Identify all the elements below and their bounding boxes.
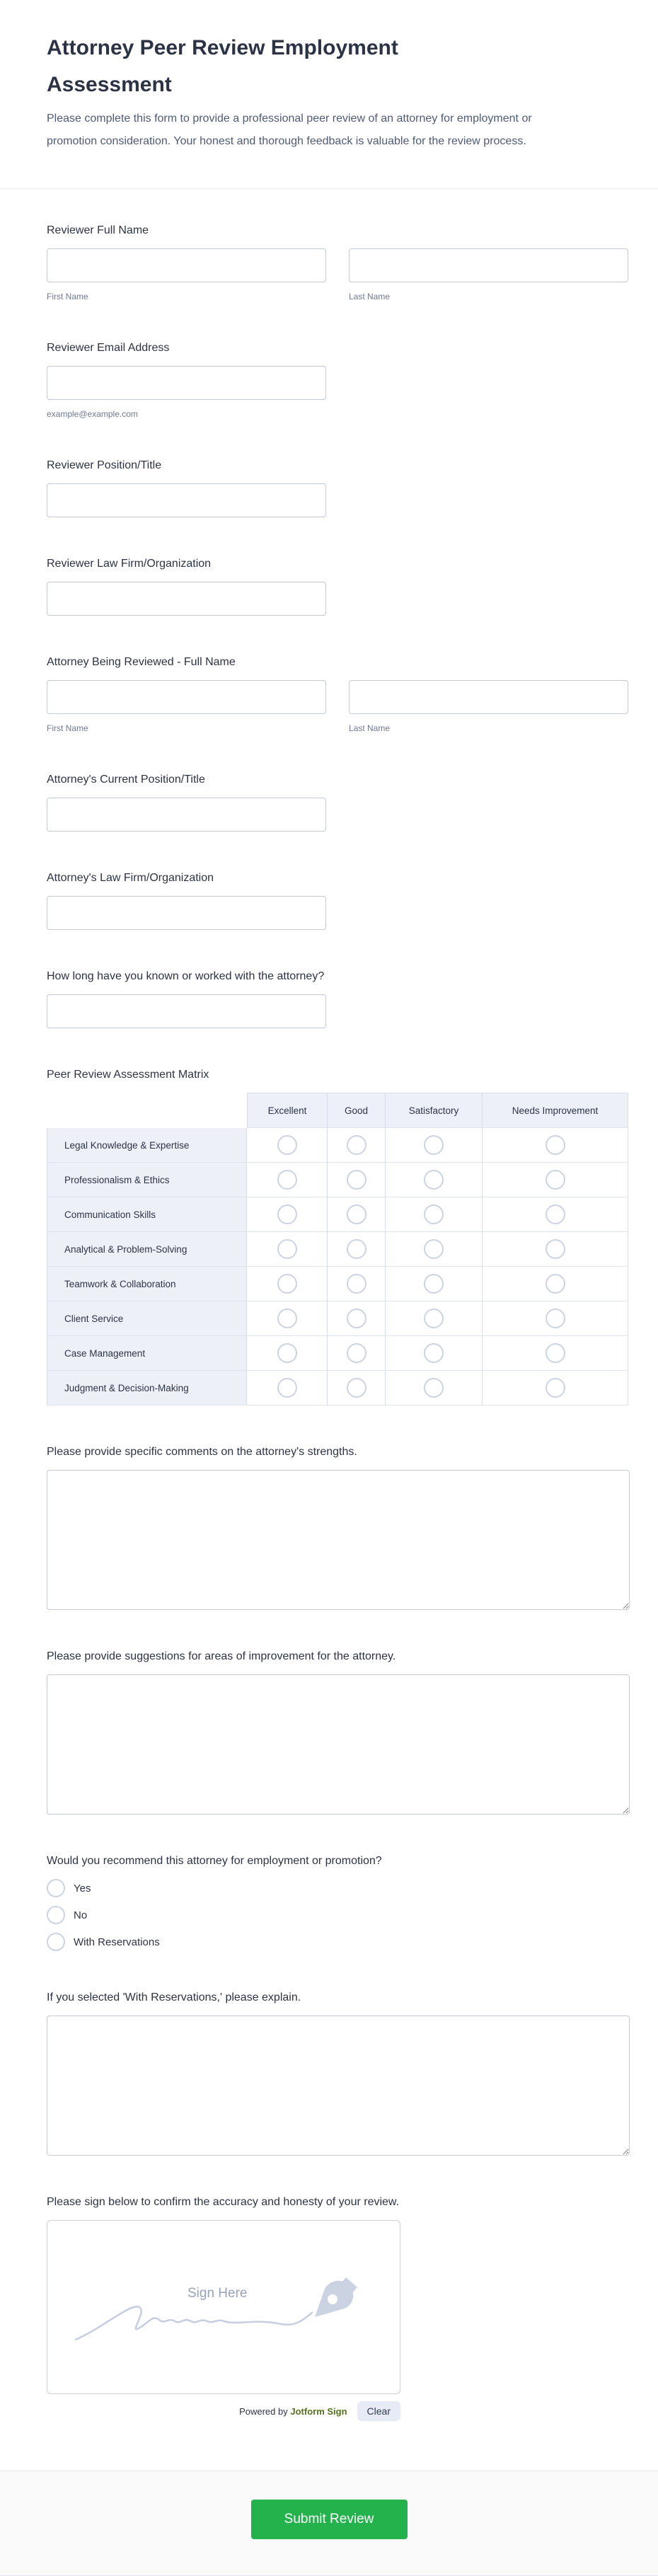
- question-label: How long have you known or worked with the attorney?: [47, 970, 325, 982]
- question-attorney-full-name: [47, 656, 630, 733]
- matrix-cell: [386, 1267, 483, 1301]
- matrix-cell: [247, 1128, 328, 1163]
- matrix-cell: [386, 1197, 483, 1232]
- matrix-cell: [328, 1197, 386, 1232]
- question-assessment-matrix: [47, 1069, 630, 1405]
- question-label: Reviewer Position/Title: [47, 459, 162, 471]
- matrix-radio[interactable]: [424, 1135, 444, 1155]
- matrix-cell: [386, 1301, 483, 1336]
- first-name-sublabel: First Name: [47, 723, 88, 733]
- reviewer-position-input[interactable]: [47, 483, 326, 517]
- assessment-matrix-table: [47, 1093, 628, 1405]
- signature-squiggle-and-pen-icon: [47, 2221, 400, 2393]
- question-label: Attorney's Law Firm/Organization: [47, 872, 214, 884]
- matrix-cell: [247, 1371, 328, 1405]
- form-body: [0, 189, 658, 2471]
- question-attorney-firm: [47, 872, 630, 930]
- question-recommend: [47, 1855, 630, 1951]
- question-attorney-position: [47, 774, 630, 832]
- matrix-radio[interactable]: [347, 1343, 366, 1363]
- matrix-cell: [328, 1371, 386, 1405]
- matrix-cell: [483, 1128, 628, 1163]
- attorney-last-name-input[interactable]: [349, 680, 628, 714]
- matrix-radio[interactable]: [424, 1274, 444, 1294]
- matrix-cell: [483, 1336, 628, 1371]
- matrix-cell: [483, 1371, 628, 1405]
- matrix-row-label: Communication Skills: [47, 1197, 247, 1232]
- question-improvement: [47, 1650, 630, 1815]
- question-label: Please provide suggestions for areas of improvement for the attorney.: [47, 1650, 396, 1662]
- question-reservations-explain: [47, 1991, 630, 2156]
- matrix-radio[interactable]: [277, 1309, 297, 1328]
- radio-option-label: With Reservations: [74, 1936, 160, 1948]
- question-label: Reviewer Email Address: [47, 342, 170, 354]
- matrix-radio[interactable]: [424, 1239, 444, 1259]
- form-description: Please complete this form to provide a professional peer review of an attorney for employment or promotion consideration. Your honest and thorough feedback is valuable for the review process.: [47, 113, 532, 147]
- radio-button-icon[interactable]: [47, 1906, 65, 1924]
- question-label: Peer Review Assessment Matrix: [47, 1069, 209, 1081]
- page-title: Attorney Peer Review Employment Assessment: [47, 36, 398, 96]
- form-header: [0, 0, 658, 189]
- matrix-row-label: Teamwork & Collaboration: [47, 1267, 247, 1301]
- attorney-firm-input[interactable]: [47, 896, 326, 930]
- matrix-cell: [247, 1163, 328, 1197]
- strengths-textarea[interactable]: [47, 1470, 630, 1610]
- email-example-sublabel: example@example.com: [47, 409, 138, 419]
- matrix-radio[interactable]: [347, 1239, 366, 1259]
- radio-option-with-reservations[interactable]: [47, 1933, 630, 1951]
- matrix-cell: [483, 1267, 628, 1301]
- matrix-row-label: Professionalism & Ethics: [47, 1163, 247, 1197]
- matrix-cell: [328, 1128, 386, 1163]
- powered-by-label: Powered by: [239, 2405, 288, 2417]
- matrix-radio[interactable]: [546, 1170, 565, 1190]
- radio-option-label: Yes: [74, 1882, 91, 1894]
- matrix-cell: [483, 1163, 628, 1197]
- matrix-cell: [386, 1232, 483, 1267]
- question-label: Would you recommend this attorney for employment or promotion?: [47, 1855, 382, 1867]
- matrix-cell: [386, 1163, 483, 1197]
- question-label: Please provide specific comments on the attorney's strengths.: [47, 1446, 357, 1458]
- question-label: Attorney's Current Position/Title: [47, 774, 205, 786]
- matrix-row-label: Case Management: [47, 1336, 247, 1371]
- form-footer: [0, 2471, 658, 2576]
- signature-pad[interactable]: [47, 2220, 400, 2394]
- clear-signature-button[interactable]: Clear: [357, 2401, 400, 2421]
- matrix-col-header-needs-improvement: Needs Improvement: [483, 1093, 628, 1128]
- matrix-col-header-excellent: Excellent: [247, 1093, 328, 1128]
- matrix-corner-cell: [47, 1093, 247, 1128]
- jotform-sign-brand: Jotform Sign: [290, 2405, 347, 2417]
- matrix-cell: [328, 1232, 386, 1267]
- matrix-radio[interactable]: [546, 1239, 565, 1259]
- attorney-position-input[interactable]: [47, 798, 326, 832]
- matrix-radio[interactable]: [546, 1309, 565, 1328]
- matrix-radio[interactable]: [424, 1204, 444, 1224]
- matrix-radio[interactable]: [546, 1135, 565, 1155]
- matrix-radio[interactable]: [424, 1343, 444, 1363]
- recommend-options: [47, 1879, 630, 1951]
- matrix-row-label: Client Service: [47, 1301, 247, 1336]
- matrix-cell: [328, 1267, 386, 1301]
- matrix-row-label: Legal Knowledge & Expertise: [47, 1128, 247, 1163]
- matrix-col-header-good: Good: [328, 1093, 386, 1128]
- matrix-radio[interactable]: [546, 1274, 565, 1294]
- reservations-textarea[interactable]: [47, 2016, 630, 2156]
- matrix-radio[interactable]: [347, 1170, 366, 1190]
- submit-review-button[interactable]: Submit Review: [251, 2500, 408, 2539]
- question-label: Please sign below to confirm the accuracy and honesty of your review.: [47, 2196, 400, 2208]
- matrix-radio[interactable]: [424, 1170, 444, 1190]
- matrix-cell: [247, 1197, 328, 1232]
- matrix-radio[interactable]: [277, 1204, 297, 1224]
- question-reviewer-full-name: [47, 224, 630, 301]
- question-signature: [47, 2196, 630, 2421]
- last-name-sublabel: Last Name: [349, 292, 391, 301]
- known-duration-input[interactable]: [47, 994, 326, 1028]
- signature-footer: [47, 2401, 400, 2421]
- matrix-radio[interactable]: [347, 1274, 366, 1294]
- reviewer-last-name-input[interactable]: [349, 248, 628, 282]
- matrix-col-header-satisfactory: Satisfactory: [386, 1093, 483, 1128]
- reviewer-firm-input[interactable]: [47, 582, 326, 616]
- matrix-radio[interactable]: [347, 1378, 366, 1398]
- improvement-textarea[interactable]: [47, 1674, 630, 1815]
- matrix-row-label: Analytical & Problem-Solving: [47, 1232, 247, 1267]
- matrix-cell: [483, 1232, 628, 1267]
- sign-here-placeholder: Sign Here: [187, 2286, 248, 2301]
- matrix-cell: [247, 1232, 328, 1267]
- matrix-radio[interactable]: [277, 1135, 297, 1155]
- question-strengths: [47, 1446, 630, 1610]
- question-reviewer-position: [47, 459, 630, 517]
- matrix-cell: [247, 1301, 328, 1336]
- radio-option-no[interactable]: [47, 1906, 630, 1924]
- matrix-radio[interactable]: [277, 1274, 297, 1294]
- matrix-radio[interactable]: [277, 1170, 297, 1190]
- question-label: Attorney Being Reviewed - Full Name: [47, 656, 236, 668]
- matrix-cell: [328, 1301, 386, 1336]
- matrix-cell: [386, 1128, 483, 1163]
- matrix-cell: [386, 1371, 483, 1405]
- radio-option-label: No: [74, 1909, 88, 1921]
- last-name-sublabel: Last Name: [349, 723, 391, 733]
- question-reviewer-firm: [47, 558, 630, 616]
- question-known-duration: [47, 970, 630, 1028]
- matrix-cell: [247, 1336, 328, 1371]
- matrix-radio[interactable]: [277, 1343, 297, 1363]
- matrix-cell: [328, 1163, 386, 1197]
- matrix-cell: [328, 1336, 386, 1371]
- radio-button-icon[interactable]: [47, 1879, 65, 1897]
- matrix-cell: [483, 1301, 628, 1336]
- matrix-radio[interactable]: [424, 1309, 444, 1328]
- question-label: Reviewer Law Firm/Organization: [47, 558, 212, 570]
- matrix-cell: [247, 1267, 328, 1301]
- matrix-cell: [386, 1336, 483, 1371]
- radio-button-icon[interactable]: [47, 1933, 65, 1951]
- question-label: If you selected 'With Reservations,' please explain.: [47, 1991, 301, 2003]
- powered-by-text: [239, 2406, 347, 2417]
- matrix-radio[interactable]: [347, 1204, 366, 1224]
- matrix-radio[interactable]: [546, 1204, 565, 1224]
- matrix-cell: [483, 1197, 628, 1232]
- question-reviewer-email: [47, 342, 630, 419]
- question-label: Reviewer Full Name: [47, 224, 149, 236]
- reviewer-email-input[interactable]: [47, 366, 326, 400]
- matrix-radio[interactable]: [546, 1343, 565, 1363]
- reviewer-first-name-input[interactable]: [47, 248, 326, 282]
- first-name-sublabel: First Name: [47, 292, 88, 301]
- matrix-radio[interactable]: [347, 1309, 366, 1328]
- matrix-radio[interactable]: [347, 1135, 366, 1155]
- attorney-first-name-input[interactable]: [47, 680, 326, 714]
- matrix-row-label: Judgment & Decision-Making: [47, 1371, 247, 1405]
- matrix-radio[interactable]: [277, 1378, 297, 1398]
- matrix-radio[interactable]: [546, 1378, 565, 1398]
- matrix-radio[interactable]: [277, 1239, 297, 1259]
- radio-option-yes[interactable]: [47, 1879, 630, 1897]
- matrix-radio[interactable]: [424, 1378, 444, 1398]
